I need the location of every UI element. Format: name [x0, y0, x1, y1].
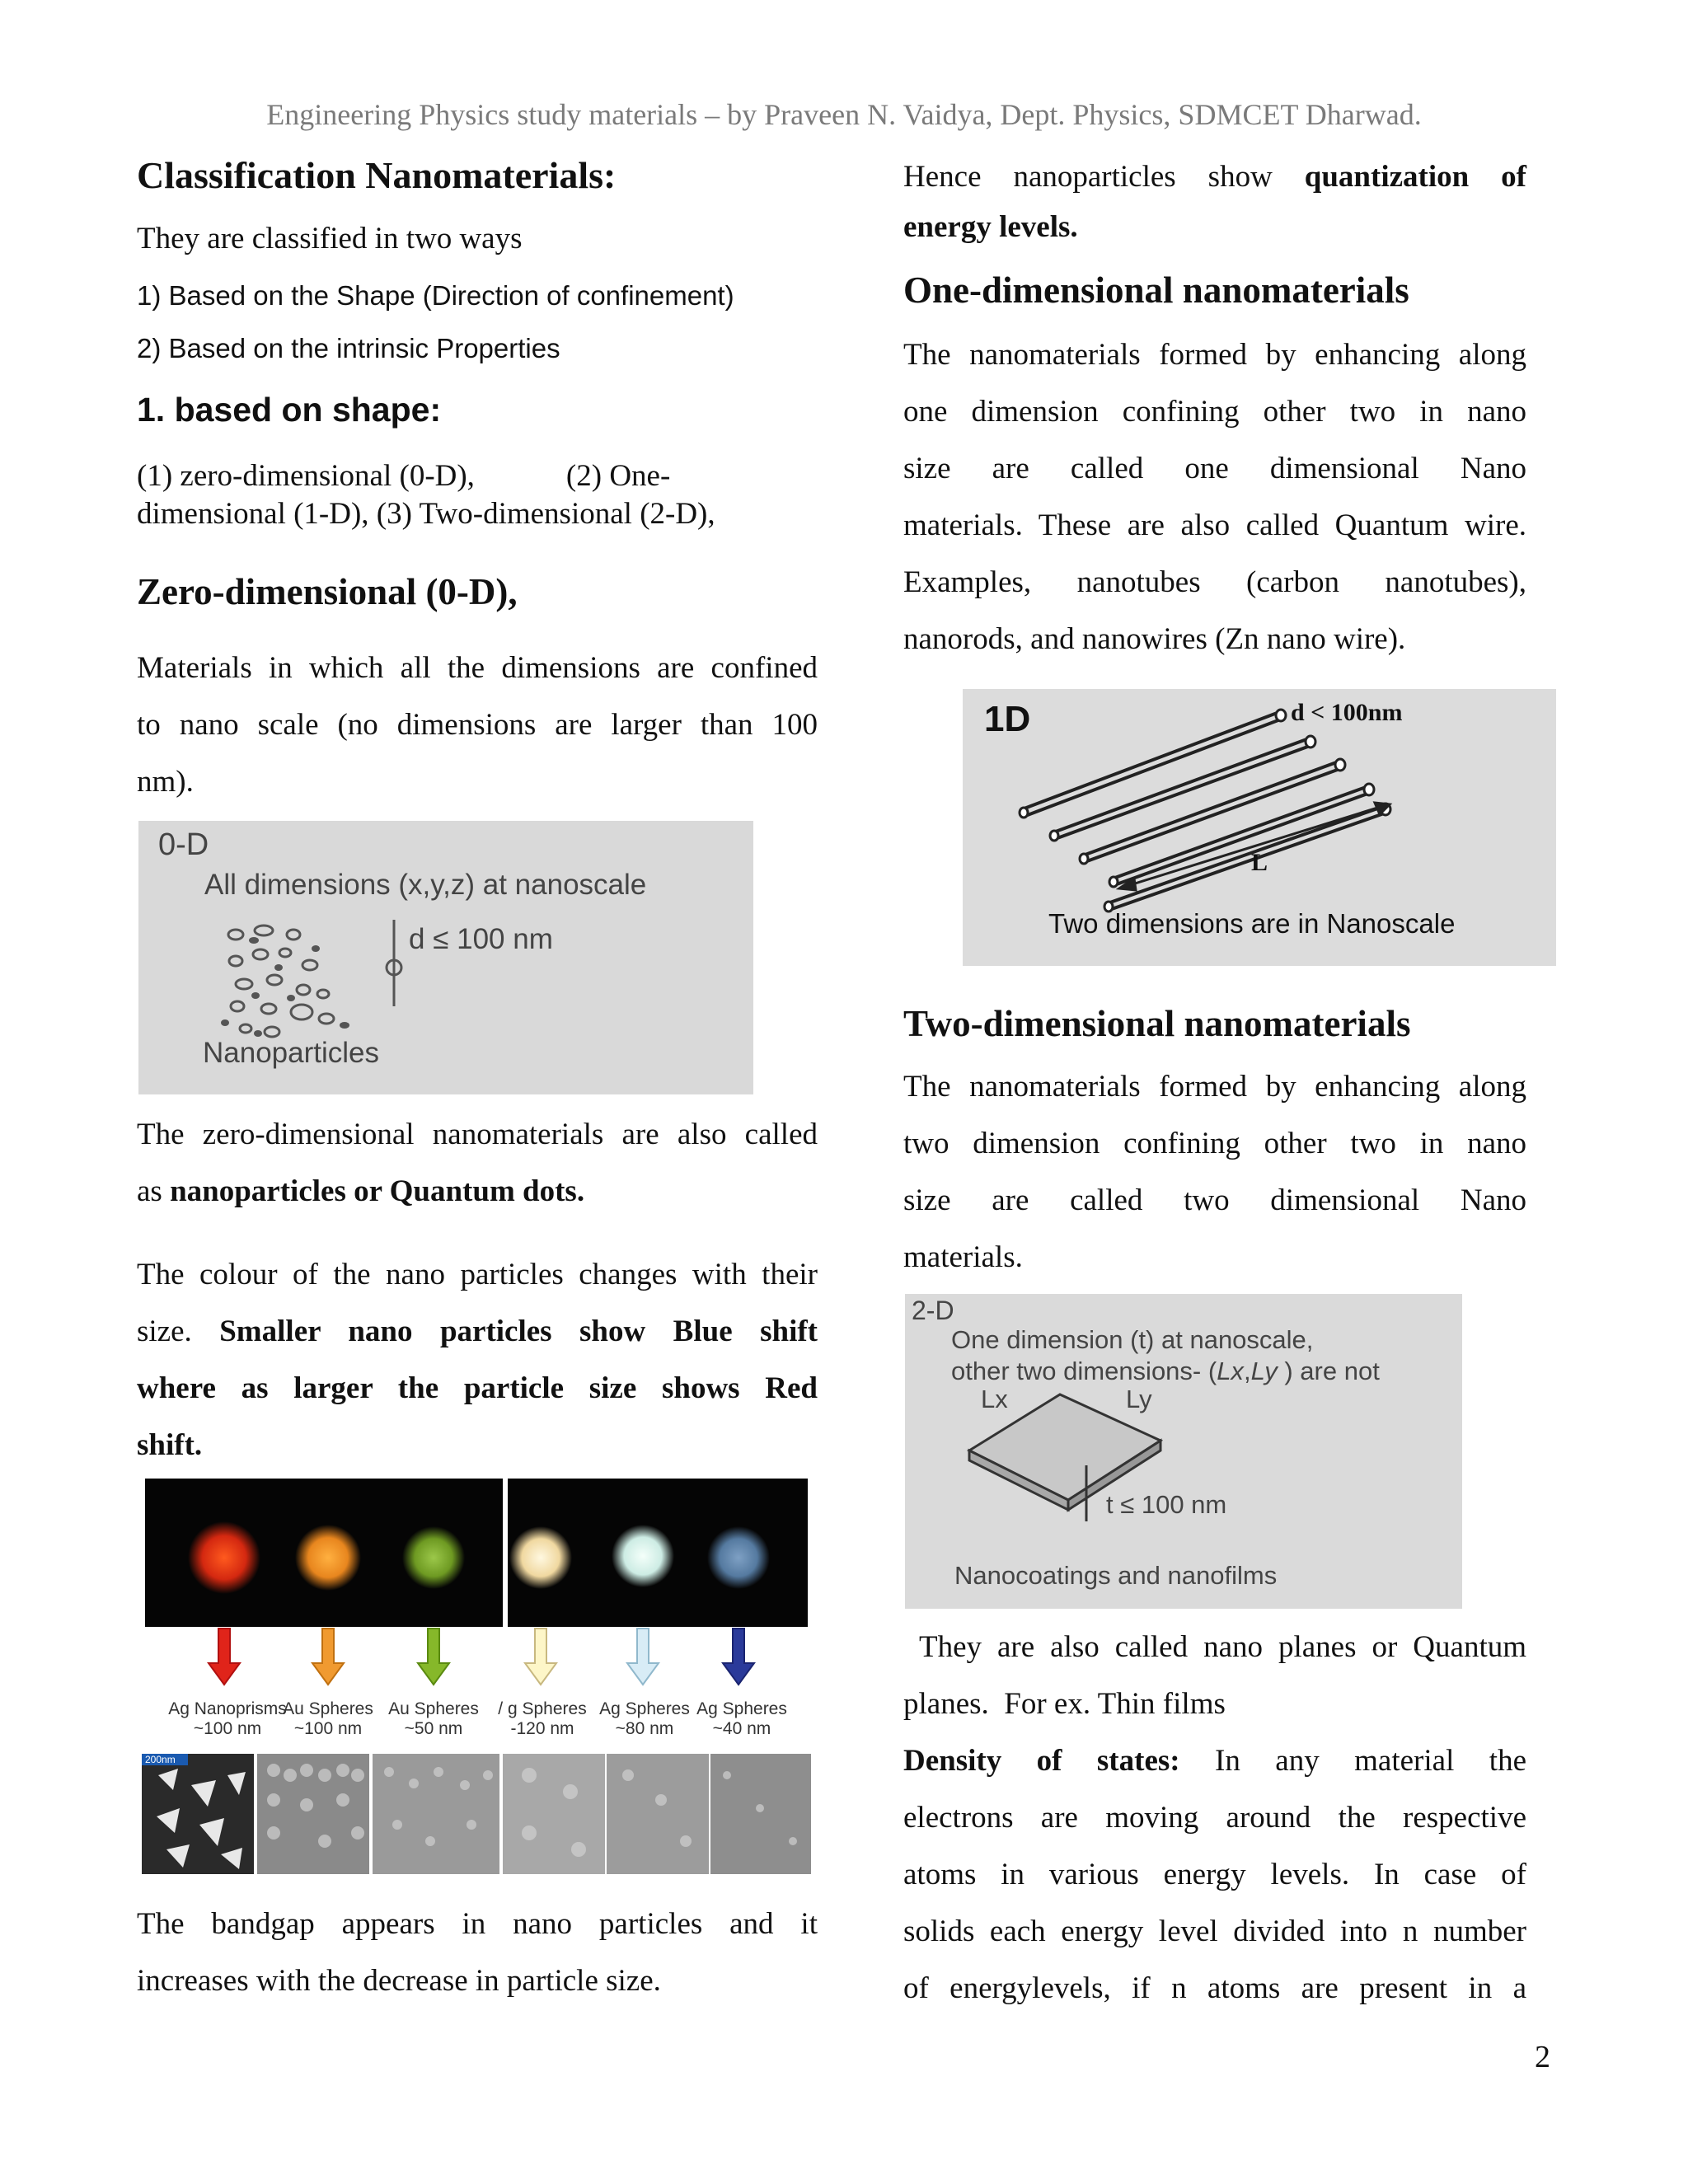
colour-text — [137, 1246, 818, 1474]
particle-size: ~40 nm — [712, 1719, 771, 1738]
text-span: other two dimensions- ( — [951, 1357, 1217, 1385]
particle-white — [612, 1525, 674, 1587]
planes-text — [903, 1619, 1526, 2017]
particle-red — [188, 1521, 260, 1594]
lx-label: Lx — [981, 1385, 1008, 1413]
figure-caption: All dimensions (x,y,z) at nanoscale — [204, 869, 647, 901]
particle-name: / g Spheres — [498, 1699, 587, 1718]
figure-line-1: One dimension (t) at nanoscale, — [951, 1325, 1314, 1354]
shape-heading: 1. based on shape: — [137, 391, 442, 429]
particle-size: ~100 nm — [293, 1719, 363, 1738]
text-line: where as larger the particle size shows Red — [137, 1371, 818, 1405]
text-span: ) are not — [1284, 1357, 1380, 1385]
text-line: The nanomaterials formed by enhancing along — [903, 338, 1526, 372]
one-dimensional-heading: One-dimensional nanomaterials — [903, 269, 1409, 311]
text-line: shift. — [137, 1428, 203, 1462]
thickness-label: t ≤ 100 nm — [1106, 1490, 1227, 1519]
quantization-text — [903, 148, 1526, 250]
text-line: increases with the decrease in particle size. — [137, 1964, 661, 1998]
text-line: size are called one dimensional Nano — [903, 452, 1526, 485]
figure-caption: Two dimensions are in Nanoscale — [1048, 908, 1456, 939]
list-item: 1) Based on the Shape (Direction of confinement) — [137, 280, 734, 311]
page-header: Engineering Physics study materials – by Praveen N. Vaidya, Dept. Physics, SDMCET Dharwad. — [266, 98, 1422, 131]
text-line: nm). — [137, 765, 194, 799]
text-line: one dimension confining other two in nano — [903, 395, 1526, 429]
text-span: as — [137, 1174, 171, 1208]
intro-text: They are classified in two ways — [137, 222, 523, 255]
lx-symbol: Lx — [1217, 1357, 1244, 1385]
text-line: size are called two dimensional Nano — [903, 1183, 1526, 1217]
figure-line-2 — [951, 1357, 1380, 1386]
bold-text: Density of states: — [903, 1744, 1180, 1778]
list-item: 2) Based on the intrinsic Properties — [137, 333, 560, 363]
text-line: The colour of the nano particles changes with their — [137, 1258, 818, 1291]
text-line: The bandgap appears in nano particles and it — [137, 1907, 818, 1941]
particle-green — [402, 1526, 465, 1589]
zero-text — [137, 640, 818, 810]
two-dimensional-text — [903, 1058, 1526, 1286]
shape-text: (1) zero-dimensional (0-D), (2) One- — [137, 459, 671, 493]
particle-label-4 — [593, 1699, 696, 1739]
particle-colour-diagram — [142, 1479, 811, 1877]
text-line: The nanomaterials formed by enhancing along — [903, 1070, 1526, 1104]
quantum-dots-text — [137, 1106, 818, 1220]
section-title: Classification Nanomaterials: — [137, 154, 617, 196]
bold-text: nanoparticles or Quantum dots. — [170, 1174, 585, 1208]
text-span: In any material the — [1179, 1744, 1527, 1778]
particle-blue — [707, 1526, 770, 1589]
length-label: L — [1251, 849, 1268, 876]
particle-labels — [142, 1699, 811, 1749]
particle-name: Au Spheres — [388, 1699, 479, 1718]
zero-heading: Zero-dimensional (0-D), — [137, 571, 518, 612]
figure-tag: 2-D — [912, 1296, 954, 1325]
figure-2d — [905, 1294, 1462, 1609]
d-label: d ≤ 100 nm — [409, 923, 553, 955]
particle-size: -120 nm — [510, 1719, 574, 1738]
text-line: two dimension confining other two in nano — [903, 1127, 1526, 1160]
figure-1d — [963, 689, 1556, 966]
text-line: solids each energy level divided into n number — [903, 1915, 1526, 1948]
particle-label-3 — [491, 1699, 593, 1739]
figure-caption: Nanocoatings and nanofilms — [954, 1561, 1278, 1590]
text-line: energy levels. — [903, 210, 1078, 244]
text-line: materials. — [903, 1240, 1023, 1274]
text-line: to nano scale (no dimensions are larger than 100 — [137, 708, 818, 742]
ly-label: Ly — [1126, 1385, 1152, 1413]
figure-tag: 0-D — [158, 827, 209, 862]
text-line: electrons are moving around the respective — [903, 1801, 1526, 1835]
particle-name: Ag Nanoprisms — [168, 1699, 287, 1718]
nanoparticles-label: Nanoparticles — [203, 1037, 379, 1069]
text-line: of energylevels, if n atoms are present in a — [903, 1971, 1526, 2005]
particle-orange — [295, 1525, 361, 1591]
d-label: d < 100nm — [1291, 699, 1403, 726]
particle-size: ~80 nm — [615, 1719, 674, 1738]
particle-size: ~50 nm — [404, 1719, 463, 1738]
scale-bar-label: 200nm — [145, 1754, 176, 1765]
particle-size: ~100 nm — [193, 1719, 262, 1738]
figure-particle-colours — [142, 1479, 811, 1877]
shape-text: dimensional (1-D), (3) Two-dimensional (2-D), — [137, 497, 715, 531]
bold-text: Smaller nano particles show Blue shift — [219, 1315, 818, 1348]
one-dimensional-text — [903, 326, 1526, 668]
text-line: nanorods, and nanowires (Zn nano wire). — [903, 622, 1406, 656]
text-line: planes. For ex. Thin films — [903, 1687, 1226, 1721]
figure-tag: 1D — [984, 699, 1031, 739]
figure-0d — [138, 821, 753, 1094]
two-dimensional-heading: Two-dimensional nanomaterials — [903, 1003, 1411, 1044]
particle-name: Ag Spheres — [696, 1699, 787, 1718]
text-line: They are also called nano planes or Quantum — [903, 1630, 1527, 1664]
particle-label-1 — [277, 1699, 379, 1739]
text-line: atoms in various energy levels. In case of — [903, 1858, 1526, 1891]
text-line: materials. These are also called Quantum wire. — [903, 509, 1526, 542]
text-line: Examples, nanotubes (carbon nanotubes), — [903, 565, 1526, 599]
particle-label-5 — [691, 1699, 793, 1739]
text-line: Materials in which all the dimensions are confined — [137, 651, 818, 685]
ly-symbol: Ly — [1250, 1357, 1278, 1385]
bold-text: quantization of — [1304, 160, 1526, 194]
text-span: size. — [137, 1315, 220, 1348]
particle-label-2 — [382, 1699, 485, 1739]
particle-cream — [509, 1526, 572, 1589]
particle-name: Ag Spheres — [599, 1699, 690, 1718]
text-span: , — [1243, 1357, 1251, 1385]
text-line: The zero-dimensional nanomaterials are also called — [137, 1118, 818, 1151]
text-span: Hence nanoparticles show — [903, 160, 1305, 194]
particle-label-0 — [162, 1699, 293, 1739]
particle-name: Au Spheres — [283, 1699, 373, 1718]
page-number: 2 — [1535, 2040, 1550, 2074]
bandgap-text — [137, 1896, 818, 2009]
